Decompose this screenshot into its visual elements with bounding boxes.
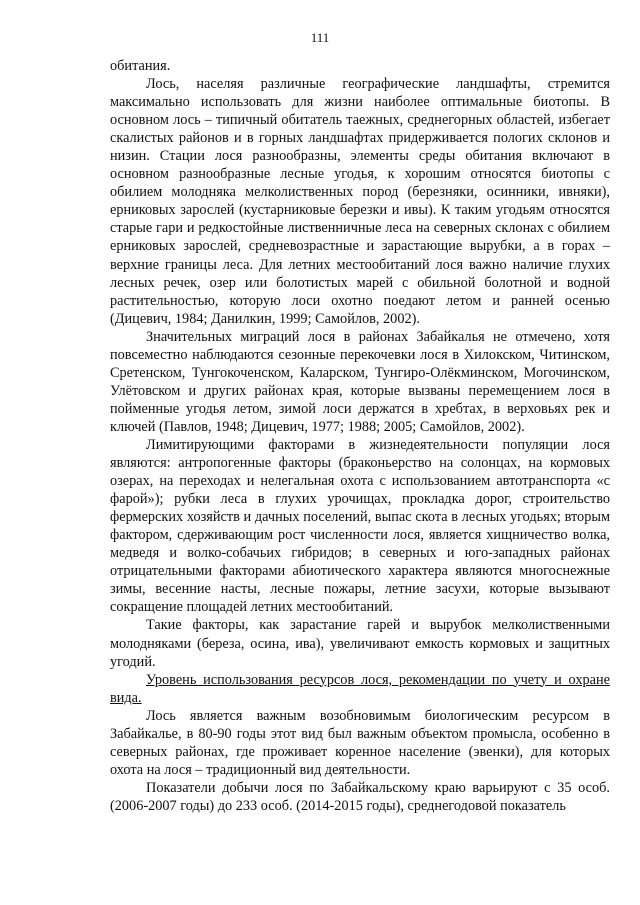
paragraph-biotopes: Лось, населяя различные географические ландшафты, стремится максимально использовать для жизни наиболее оптимальные биотопы. В основном лось – типичный обитатель таежных, среднегорных областей, избегает скалистых районов и в горных ландшафтах придерживается пологих склонов и низин. Стации лося разнообразны, элементы среды обитания включают в основном разнообразные лесные угодья, к хорошим относятся биотопы с обилием молодняка мелколиственных пород (березняки, осинники, ивняки), ерниковых зарослей (кустарниковые березки и ивы). К таким угодьям относятся старые гари и редкостойные лиственничные леса на северных склонах с обилием ерниковых зарослей, средневозрастные и зарастающие вырубки, а в горах – верхние границы леса. Для летних местообитаний лося важно наличие глухих лесных речек, озер или болотистых марей с обильной болотной и водной растительностью, которую лоси охотно поедают летом и ранней осенью (Дицевич, 1984; Данилкин, 1999; Самойлов, 2002).	[110, 76, 610, 327]
section-heading: Уровень использования ресурсов лося, рекомендации по учету и охране вида.	[110, 671, 610, 706]
paragraph-resource: Лось является важным возобновимым биологическим ресурсом в Забайкалье, в 80-90 годы этот вид был важным объектом промысла, особенно в северных районах, где проживает коренное население (эвенки), для которых охота на лося – традиционный вид деятельности.	[110, 707, 610, 778]
page-number: 111	[310, 30, 330, 45]
paragraph-capacity: Такие факторы, как зарастание гарей и вырубок мелколиственными молодняками (береза, осина, ива), увеличивают емкость кормовых и защитных угодий.	[110, 617, 610, 670]
paragraph-migrations: Значительных миграций лося в районах Забайкалья не отмечено, хотя повсеместно наблюдаются сезонные перекочевки лося в Хилокском, Читинском, Сретенском, Тунгокоченском, Каларском, Тунгиро-Олёкминском, Могочинском, Улётовском и других районах края, которые вызваны перемещением лося в пойменные угодья летом, зимой лоси держатся в хребтах, в верховьях рек и ключей (Павлов, 1948; Дицевич, 1977; 1988; 2005; Самойлов, 2002).	[110, 328, 610, 435]
paragraph-harvest: Показатели добычи лося по Забайкальскому краю варьируют с 35 особ. (2006-2007 годы) до 233 особ. (2014-2015 годы), среднегодовой показатель	[110, 779, 610, 814]
paragraph-limiting-factors: Лимитирующими факторами в жизнедеятельности популяции лося являются: антропогенные факторы (браконьерство на солонцах, на кормовых озерах, на переходах и нелегальная охота с использованием автотранспорта «с фарой»); рубки леса в глухих урочищах, прокладка дорог, строительство фермерских хозяйств и дачных поселений, выпас скота в лесных угодьях; вторым фактором, сдерживающим рост численности лося, является хищничество волка, медведя и волко-собачьих гибридов; в северных и юго-западных районах отрицательными факторами абиотического характера являются многоснежные зимы, весенние насты, лесные пожары, летние засухи, которые вызывают сокращение площадей летних местообитаний.	[110, 436, 610, 616]
paragraph-habitat-end: обитания.	[110, 58, 171, 74]
body-text	[110, 57, 610, 815]
